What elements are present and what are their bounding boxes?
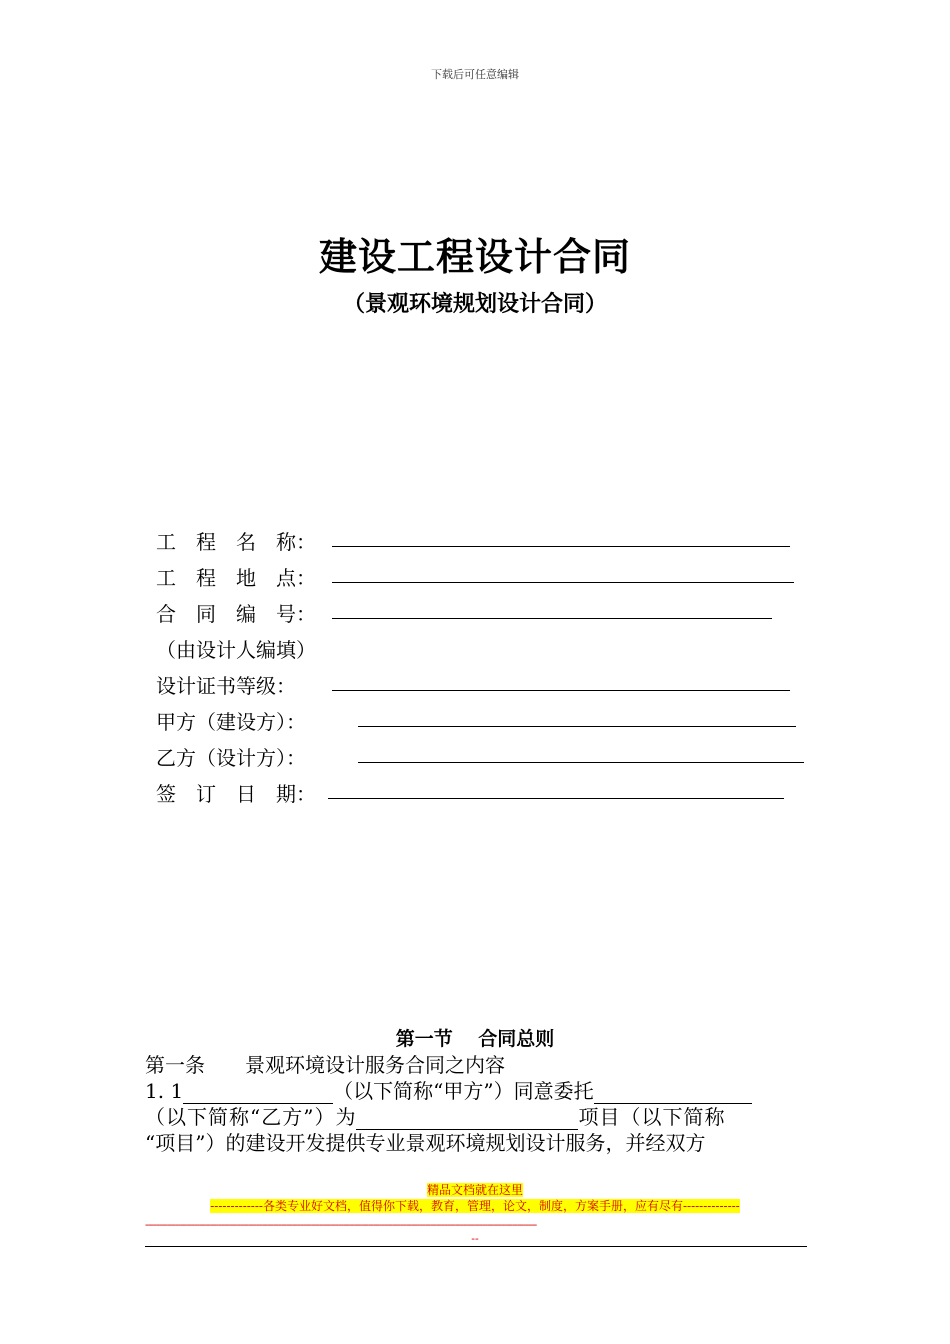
field-line-party-a[interactable] [358,726,796,727]
article-heading: 第一条 景观环境设计服务合同之内容 [145,1053,505,1077]
field-label-certificate-grade: 设计证书等级： [156,674,296,698]
clause-line-1 [145,1075,752,1104]
clause-line-2 [145,1101,725,1130]
field-line-project-location[interactable] [332,582,794,583]
promo-dash-line: ------------------------------------------------------------------------------------------------------------------------------------------------ [145,1218,537,1231]
field-label-party-a: 甲方（建设方）： [156,710,306,734]
field-line-project-name[interactable] [332,546,790,547]
field-label-project-name: 工 程 名 称： [156,530,316,554]
field-line-party-b[interactable] [358,762,804,763]
field-line-contract-number[interactable] [332,618,772,619]
field-line-certificate-grade[interactable] [332,690,790,691]
field-label-project-location: 工 程 地 点： [156,566,316,590]
promo-dash-tail: -- [471,1232,479,1245]
field-label-signing-date: 签 订 日 期： [156,782,316,806]
clause-line-2-end: 项目（以下简称 [578,1105,726,1129]
promo-line-2 [0,1197,950,1214]
promo-line-2-text: -------------各类专业好文档，值得你下载，教育，管理，论文，制度，方案手册，应有尽有-------------- [210,1199,740,1213]
clause-line-1-text: （以下简称“甲方”）同意委托 [333,1079,594,1103]
field-label-filled-by-designer: （由设计人编填） [156,638,316,662]
clause-line-3: “项目”）的建设开发提供专业景观环境规划设计服务，并经双方 [145,1131,706,1155]
document-title: 建设工程设计合同 [318,235,631,279]
document-subtitle: （景观环境规划设计合同） [342,292,607,317]
promo-line-1 [0,1181,950,1198]
promo-line-1-text: 精品文档就在这里 [426,1183,523,1197]
section-title: 第一节 合同总则 [395,1028,555,1050]
field-line-signing-date[interactable] [328,798,784,799]
clause-line-2-start: （以下简称“乙方”）为 [145,1105,357,1129]
clause-number: 1. 1 [145,1079,184,1103]
field-label-contract-number: 合 同 编 号： [156,602,316,626]
header-note: 下载后可任意编辑 [431,68,519,81]
bottom-rule [145,1246,807,1247]
field-label-party-b: 乙方（设计方）： [156,746,306,770]
